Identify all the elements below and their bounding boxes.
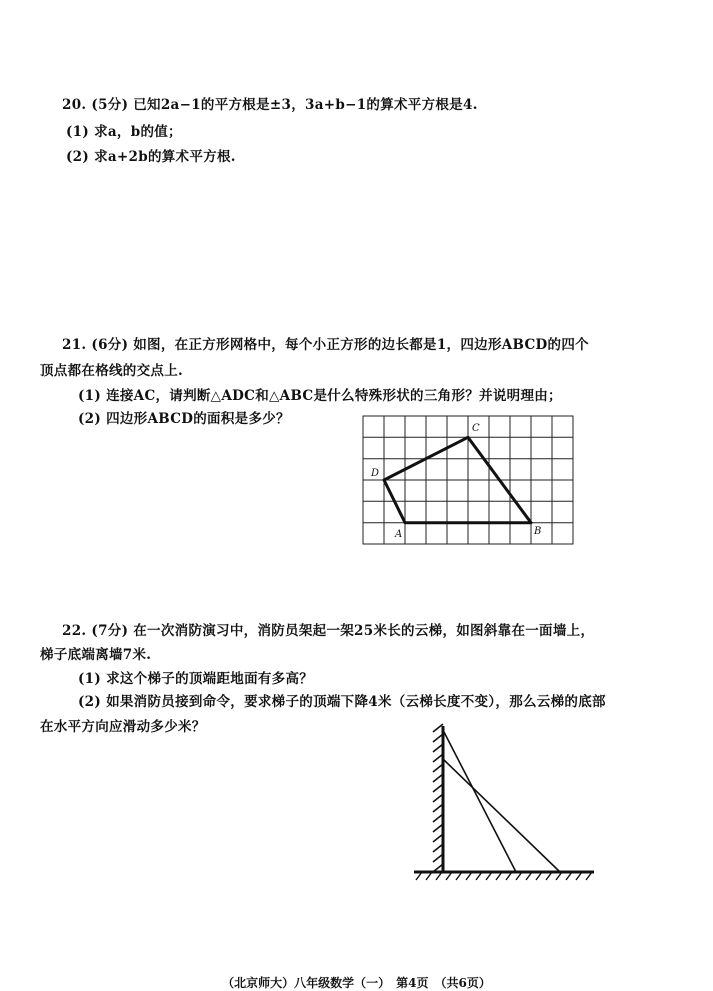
grid-figure [360, 412, 576, 548]
q20-part-2: (2) 求a+2b的算术平方根. [66, 149, 236, 165]
page-footer: （北京师大）八年级数学（一） 第4页 （共6页） [222, 976, 491, 990]
q21-part-1: (1) 连接AC，请判断△ADC和△ABC是什么特殊形状的三角形？并说明理由； [78, 388, 562, 404]
ladder-figure [408, 722, 608, 888]
grid-lines [363, 416, 573, 544]
q22-part-2: (2) 如果消防员接到命令，要求梯子的顶端下降4米（云梯长度不变），那么云梯的底部 [78, 694, 606, 710]
q22-stem: 22. (7分) 在一次消防演习中，消防员架起一架25米长的云梯，如图斜靠在一面墙上， [62, 623, 595, 639]
q21-part-2: (2) 四边形ABCD的面积是多少？ [78, 411, 290, 427]
q22-part-1: (1) 求这个梯子的顶端距地面有多高？ [78, 671, 314, 687]
label-c: C [472, 423, 480, 434]
q20-stem: 20. (5分) 已知2a−1的平方根是±3，3a+b−1的算术平方根是4. [62, 97, 478, 113]
q21-stem: 21. (6分) 如图，在正方形网格中，每个小正方形的边长都是1，四边形ABCD的四个 [62, 337, 589, 353]
label-a: A [395, 529, 403, 540]
q22-stem-cont: 梯子底端离墙7米. [40, 647, 152, 663]
label-d: D [371, 468, 380, 479]
ladder-original [444, 732, 516, 872]
ladder-slid [444, 760, 560, 872]
q20-part-1: (1) 求a，b的值； [66, 124, 182, 140]
q22-part-2-cont: 在水平方向应滑动多少米？ [40, 719, 206, 735]
q21-stem-cont: 顶点都在格线的交点上. [40, 363, 183, 379]
label-b: B [534, 526, 542, 537]
